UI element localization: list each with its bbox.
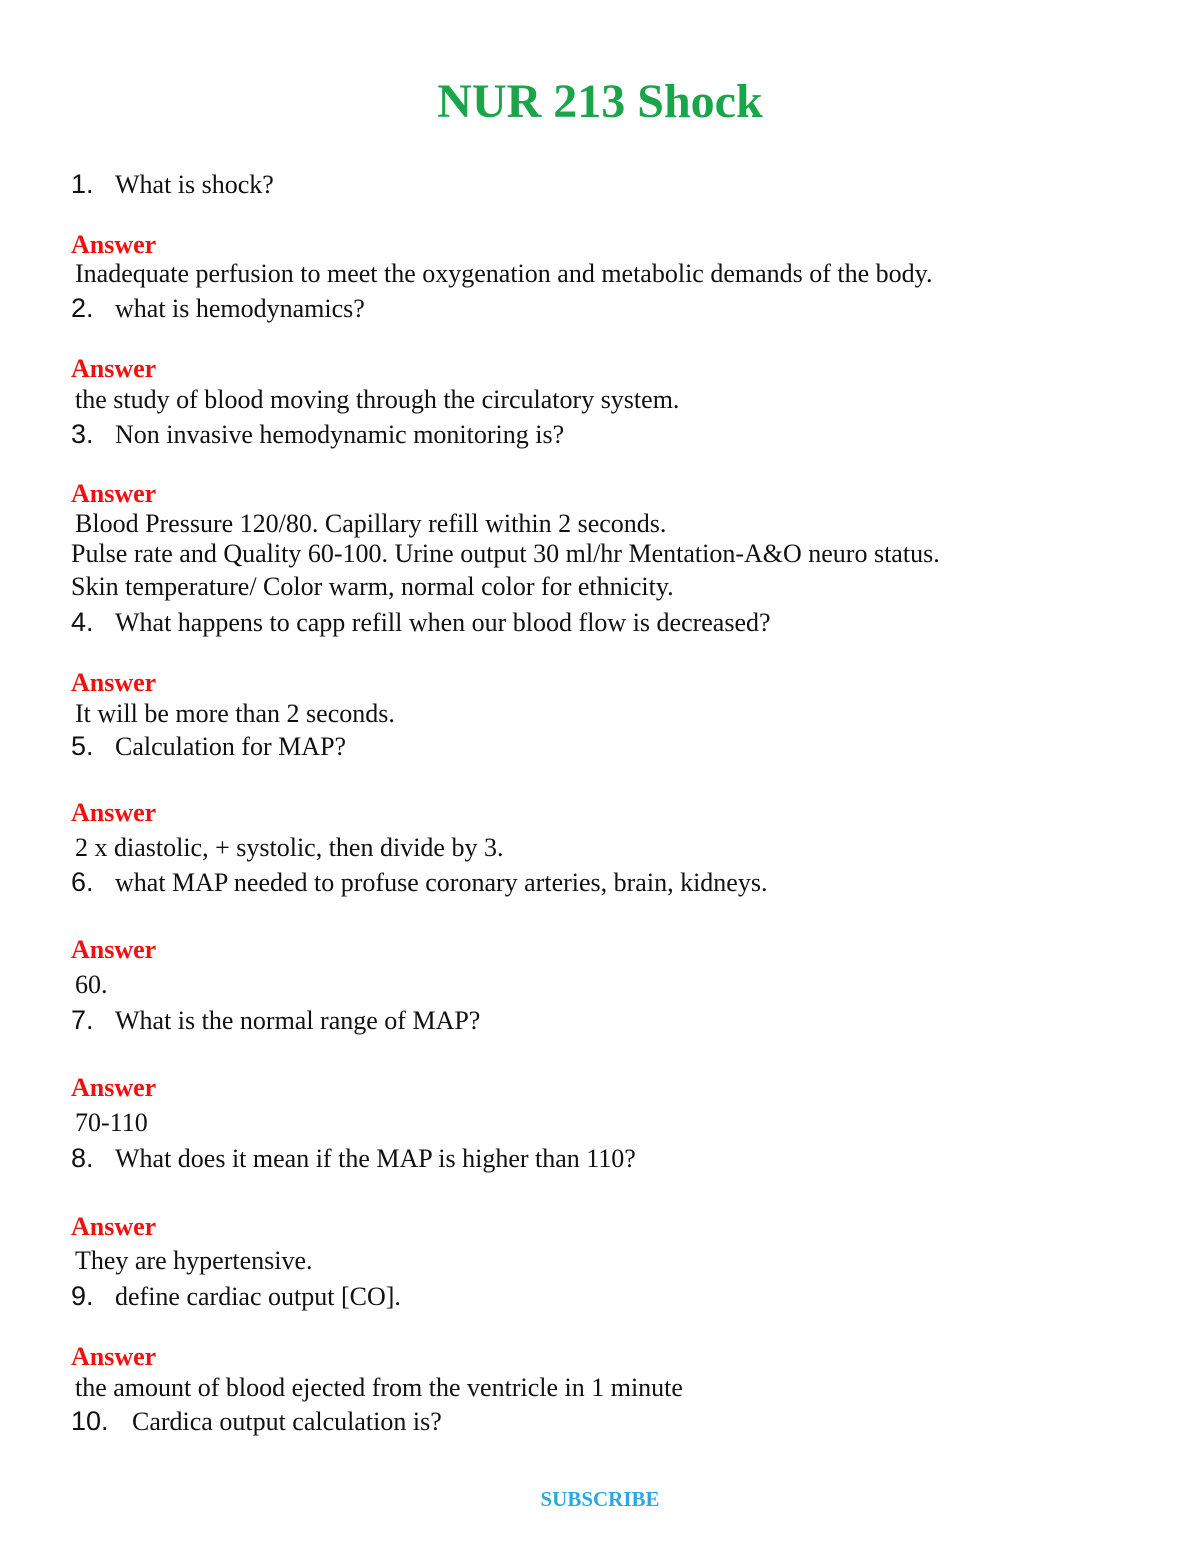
page-title: NUR 213 Shock xyxy=(437,75,763,128)
subscribe-link[interactable]: SUBSCRIBE xyxy=(540,1487,660,1511)
question-number: 10. xyxy=(71,1406,109,1436)
answer-text-6: 60. xyxy=(75,970,108,999)
answer-label-3: Answer xyxy=(71,479,157,508)
question-text: define cardiac output [CO]. xyxy=(115,1282,401,1311)
answer-text-3-line-1: Blood Pressure 120/80. Capillary refill within 2 seconds. xyxy=(75,509,667,538)
answer-text-1: Inadequate perfusion to meet the oxygenation and metabolic demands of the body. xyxy=(75,259,933,288)
question-8 xyxy=(71,1142,636,1175)
question-number: 6. xyxy=(71,867,94,897)
question-1 xyxy=(71,168,274,201)
question-7 xyxy=(71,1004,480,1037)
answer-text-7: 70-110 xyxy=(75,1108,148,1137)
answer-text-9: the amount of blood ejected from the ventricle in 1 minute xyxy=(75,1373,683,1402)
question-text: Cardica output calculation is? xyxy=(132,1407,442,1436)
question-number: 3. xyxy=(71,419,94,449)
question-number: 2. xyxy=(71,293,94,323)
question-number: 1. xyxy=(71,169,94,199)
question-6 xyxy=(71,866,767,899)
question-text: what MAP needed to profuse coronary arteries, brain, kidneys. xyxy=(115,868,768,897)
answer-label-4: Answer xyxy=(71,668,157,697)
question-text: what is hemodynamics? xyxy=(115,294,365,323)
question-5 xyxy=(71,730,346,763)
answer-label-1: Answer xyxy=(71,230,157,259)
question-3 xyxy=(71,418,564,451)
answer-label-9: Answer xyxy=(71,1342,157,1371)
answer-text-4: It will be more than 2 seconds. xyxy=(75,699,395,728)
question-number: 4. xyxy=(71,607,94,637)
question-2 xyxy=(71,292,365,325)
question-text: Non invasive hemodynamic monitoring is? xyxy=(115,420,565,449)
question-10 xyxy=(71,1405,442,1438)
question-text: What is shock? xyxy=(115,170,274,199)
question-number: 8. xyxy=(71,1143,94,1173)
question-9 xyxy=(71,1280,401,1313)
answer-text-3-line-2: Pulse rate and Quality 60-100. Urine output 30 ml/hr Mentation-A&O neuro status. xyxy=(71,539,940,568)
question-text: What happens to capp refill when our blood flow is decreased? xyxy=(115,608,771,637)
question-number: 7. xyxy=(71,1005,94,1035)
answer-label-5: Answer xyxy=(71,798,157,827)
answer-text-2: the study of blood moving through the circulatory system. xyxy=(75,385,680,414)
question-text: What does it mean if the MAP is higher than 110? xyxy=(115,1144,636,1173)
answer-label-8: Answer xyxy=(71,1212,157,1241)
question-text: Calculation for MAP? xyxy=(115,732,347,761)
question-text: What is the normal range of MAP? xyxy=(115,1006,481,1035)
question-number: 9. xyxy=(71,1281,94,1311)
question-4 xyxy=(71,606,771,639)
answer-text-8: They are hypertensive. xyxy=(75,1246,313,1275)
answer-label-2: Answer xyxy=(71,354,157,383)
answer-label-6: Answer xyxy=(71,935,157,964)
answer-label-7: Answer xyxy=(71,1073,157,1102)
answer-text-3-line-3: Skin temperature/ Color warm, normal color for ethnicity. xyxy=(71,572,674,601)
question-number: 5. xyxy=(71,731,94,761)
answer-text-5: 2 x diastolic, + systolic, then divide by 3. xyxy=(75,833,504,862)
